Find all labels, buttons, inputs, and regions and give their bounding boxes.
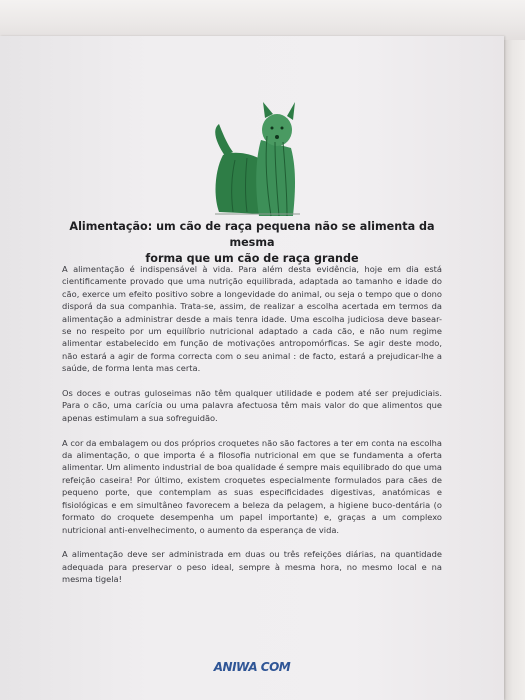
paragraph-1: A alimentação é indispensável à vida. Para além desta evidência, hoje em dia está cientificamente provado que uma nutrição equilibrada, adaptada ao tamanho e idade do cão, exerce um efeito positivo sobre a longevidade do animal, ou seja o tempo que o dono disporá da sua companhia. Trata-se, assim, de realizar a escolha acertada em termos da alimentação a administrar desde a mais tenra idade. Uma escolha judiciosa deve basear-se no respeito por um equilíbrio nutricional adaptado a cada cão, e não num regime alimentar estabelecido em função de motivações antropomórficas. Se agir deste modo, não estará a agir de forma correcta com o seu animal : de facto, estará a prejudicar-lhe a saúde, de forma lenta mas certa.: [62, 264, 442, 374]
background-cloth: [0, 0, 525, 40]
article-title-line-2: forma que um cão de raça grande: [145, 252, 359, 265]
yorkshire-terrier-illustration: [205, 100, 315, 220]
article-title: [62, 219, 442, 267]
paragraph-4: A alimentação deve ser administrada em duas ou três refeições diárias, na quantidade adequada para preservar o peso ideal, sempre à mesma hora, no mesmo local e na mesma tigela!: [62, 549, 442, 585]
paragraph-2: Os doces e outras guloseimas não têm qualquer utilidade e podem até ser prejudiciais. Para o cão, uma carícia ou uma palavra afectuosa têm mais valor do que alimentos que apenas estimulam a sua sofreguidão.: [62, 388, 442, 423]
logo-text: ANIWA COM: [213, 660, 291, 674]
book-page-edge: [504, 40, 525, 700]
aniwa-logo: [0, 660, 504, 674]
article-title-line-1: Alimentação: um cão de raça pequena não se alimenta da mesma: [69, 220, 435, 249]
paragraph-3: A cor da embalagem ou dos próprios croquetes não são factores a ter em conta na escolha da alimentação, o que importa é a filosofia nutricional em que se fundamenta a oferta alimentar. Um alimento industrial de boa qualidade é sempre mais equilibrado do que uma refeição caseira! Por último, existem croquetes especialmente formulados para cães de pequeno porte, que contemplam as suas especificidades digestivas, anatómicas e fisiológicas e em simultâneo favorecem a beleza da pelagem, a higiene buco-dentária (o formato do croquete desempenha um papel importante) e, graças a um complexo nutricional anti-envelhecimento, o aumento da esperança de vida.: [62, 437, 442, 535]
article-body: [62, 263, 442, 598]
